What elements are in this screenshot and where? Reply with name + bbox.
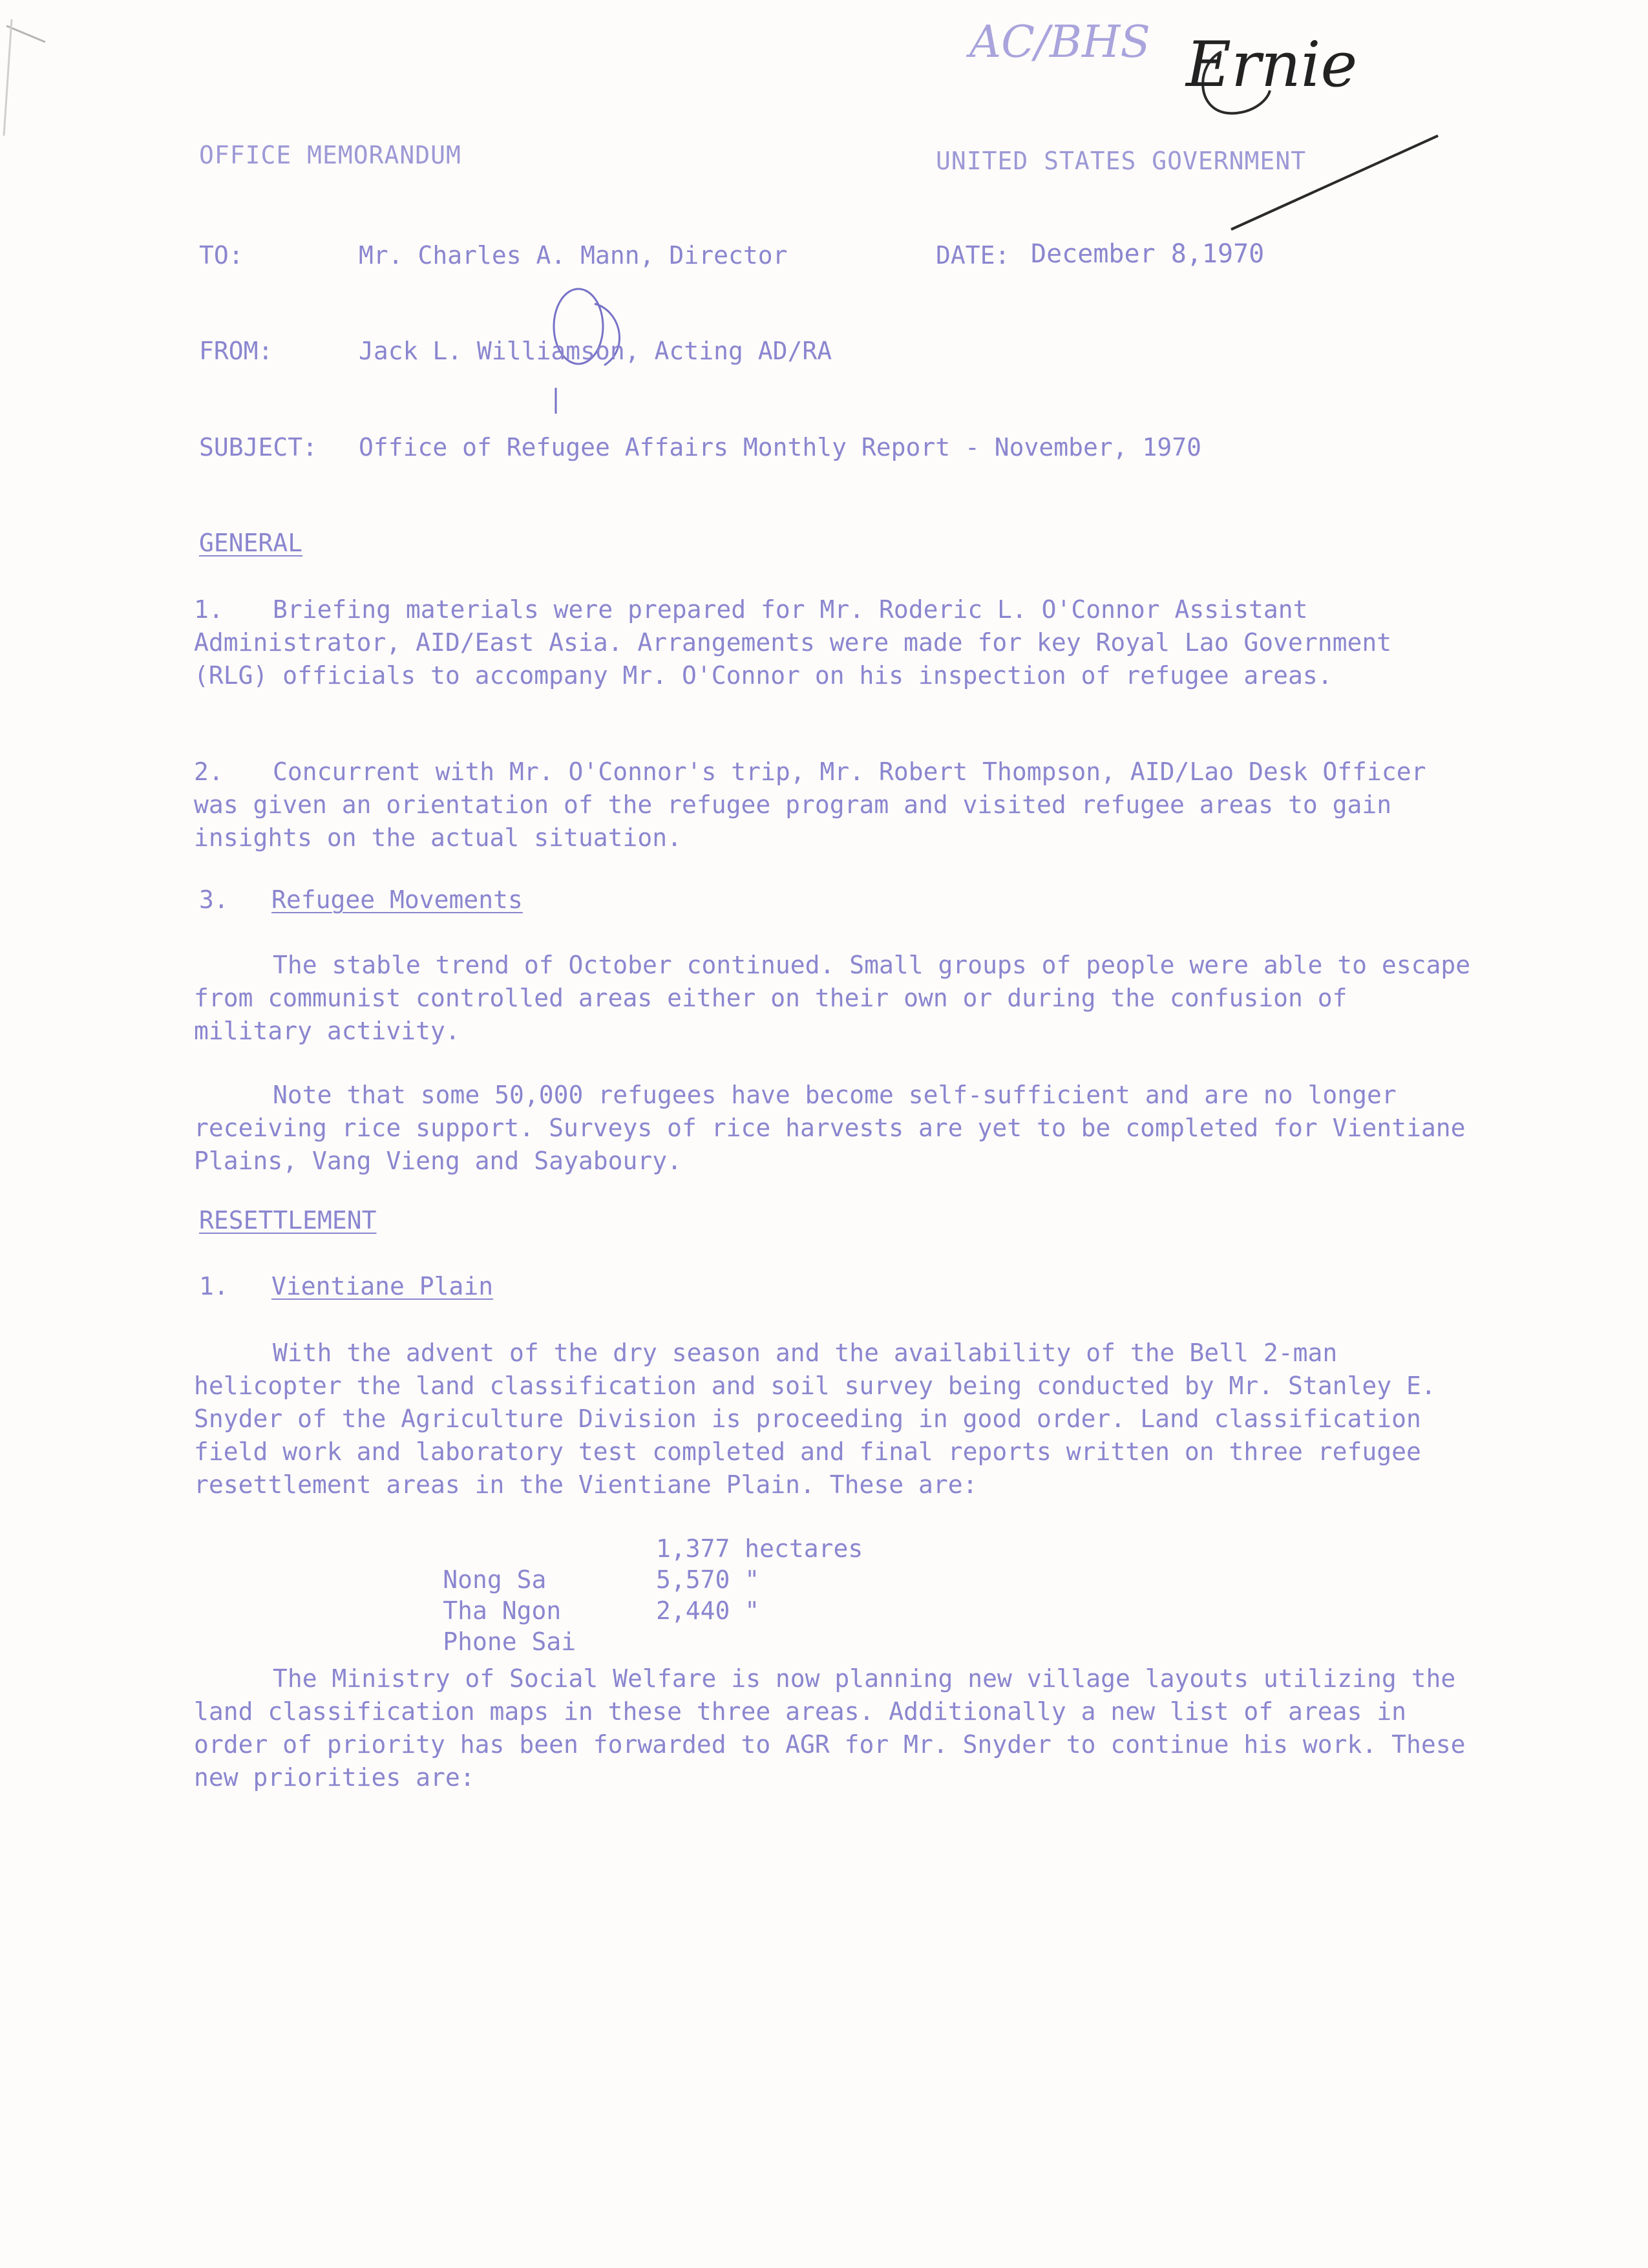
general-item-1 [194, 593, 1474, 692]
area-name: Tha Ngon [443, 1596, 562, 1625]
handwritten-name: Ernie [1186, 28, 1358, 101]
to-label: TO: [199, 241, 244, 270]
general-item-3-number: 3. [199, 885, 229, 914]
subject-value: Office of Refugee Affairs Monthly Report - November, 1970 [359, 433, 1202, 461]
scan-edge-line [4, 19, 12, 136]
item-number: 1. [194, 595, 224, 624]
government-title: UNITED STATES GOVERNMENT [936, 147, 1307, 175]
from-label: FROM: [199, 337, 273, 365]
refugee-movements-paragraph-1: The stable trend of October continued. Small groups of people were able to escape from communist controlled areas either on their own or during the confusion of military activity. [194, 951, 1471, 1045]
scan-edge-mark [6, 26, 45, 42]
general-heading: GENERAL [199, 529, 303, 557]
office-memorandum-title: OFFICE MEMORANDUM [199, 141, 461, 169]
vientiane-plain-heading: Vientiane Plain [271, 1272, 494, 1300]
to-value: Mr. Charles A. Mann, Director [359, 241, 788, 270]
handwritten-initials: AC/BHS [969, 17, 1150, 68]
date-value: December 8,1970 [1031, 239, 1265, 269]
area-size: 5,570 " [656, 1565, 760, 1594]
area-name: Phone Sai [443, 1627, 576, 1656]
refugee-movements-paragraph-2: Note that some 50,000 refugees have become self-sufficient and are no longer receiving rice support. Surveys of rice harvests are yet to be completed for Vientiane Plains, Vang Vieng and Sayaboury. [194, 1081, 1466, 1175]
resettlement-item-1-number: 1. [199, 1272, 229, 1300]
refugee-movements-heading: Refugee Movements [271, 885, 523, 914]
area-name: Nong Sa [443, 1565, 547, 1594]
from-value: Jack L. Williamson, Acting AD/RA [359, 337, 832, 365]
item-number: 2. [194, 758, 224, 786]
vientiane-plain-paragraph-2: The Ministry of Social Welfare is now planning new village layouts utilizing the land classification maps in these three areas. Additionally a new list of areas in order of priority has been forwarded to AGR for Mr. Snyder to continue his work. These new priorities are: [194, 1664, 1466, 1792]
area-size: 1,377 hectares [656, 1534, 863, 1563]
general-item-2 [194, 756, 1474, 854]
item-text: Briefing materials were prepared for Mr. Roderic L. O'Connor Assistant Administrator, AID/East Asia. Arrangements were made for key Royal Lao Government (RLG) officials to accompany Mr. O'Connor on his inspection of refugee areas. [194, 595, 1392, 690]
resettlement-heading: RESETTLEMENT [199, 1206, 377, 1235]
date-label: DATE: [936, 241, 1010, 270]
subject-label: SUBJECT: [199, 433, 318, 461]
vientiane-plain-paragraph-1: With the advent of the dry season and the availability of the Bell 2-man helicopter the land classification and soil survey being conducted by Mr. Stanley E. Snyder of the Agriculture Division is proceeding in good order. Land classification field work and laboratory test completed and final reports written on three refugee resettlement areas in the Vientiane Plain. These are: [194, 1339, 1436, 1499]
area-size: 2,440 " [656, 1596, 760, 1625]
item-text: Concurrent with Mr. O'Connor's trip, Mr. Robert Thompson, AID/Lao Desk Officer was given an orientation of the refugee program and visited refugee areas to gain insights on the actual situation. [194, 758, 1426, 852]
